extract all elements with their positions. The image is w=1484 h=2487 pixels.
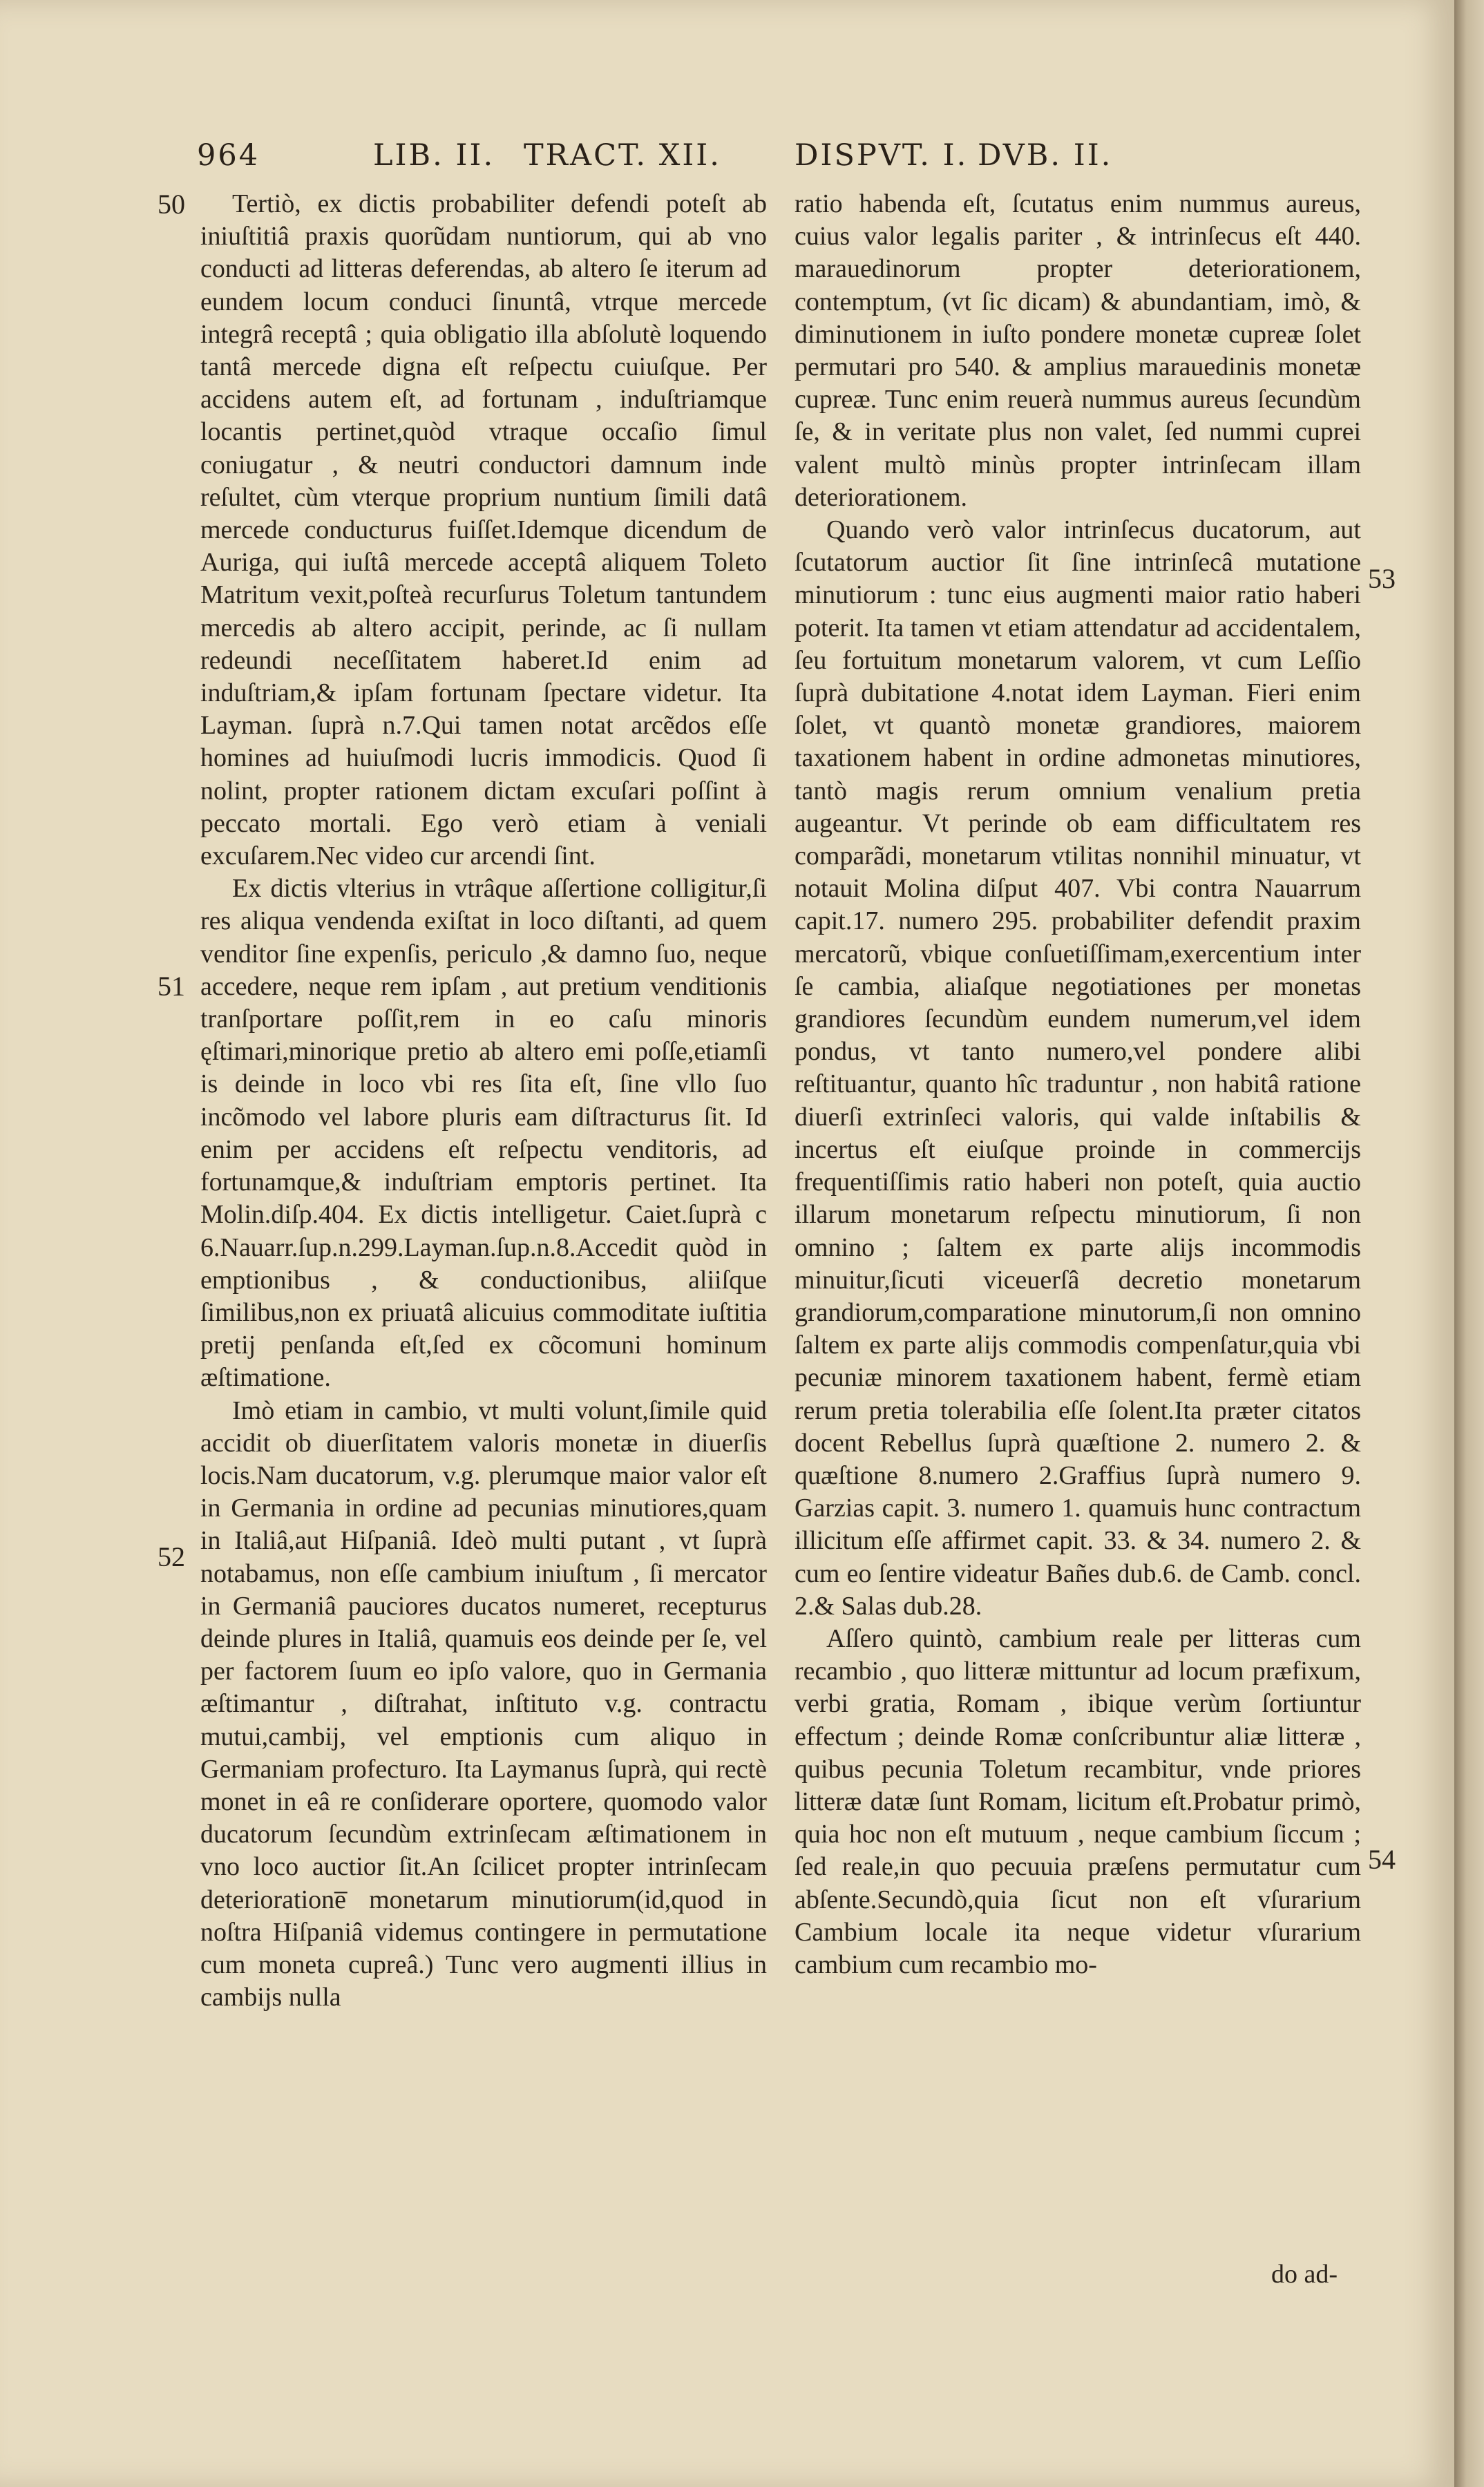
paragraph-52: Imò etiam in cambio, vt multi volunt,ſimile quid accidit ob diuerſitatem valoris monetæ in diuerſis locis.Nam ducatorum, v.g. plerumque maior valor eſt in Germania in ordine ad pecunias minutiores,quam in Italiâ,aut Hiſpaniâ. Ideò multi putant , vt ſuprà notabamus, non eſſe cambium iniuſtum , ſi mercator in Germaniâ pauciores ducatos numeret, recepturus deinde plures in Italiâ, quamuis eos deinde per ſe, vel per factorem ſuum eo ipſo valore, quo in Germania æſtimantur , diſtrahat, inſtituto v.g. contractu mutui,cambij, vel emptionis cum aliquo in Germaniam profecturo. Ita Laymanus ſuprà, qui rectè monet in eâ re conſiderare oportere, quomodo valor ducatorum ſecundùm extrinſecam æſtimationem in vno loco auctior ſit.An ſcilicet propter intrinſecam deterioratione̅ monetarum minutiorum(id,quod in noſtra Hiſpaniâ videmus contingere in permutatione cum moneta cupreâ.) Tunc vero augmenti illius in cambijs nulla: [200, 1395, 767, 2012]
margin-number-52: 52: [158, 1541, 185, 1572]
header-lib: LIB. II.: [373, 138, 495, 173]
margin-number-50: 50: [158, 189, 185, 220]
page-number: 964: [197, 138, 260, 173]
catchword: do ad-: [1271, 2260, 1338, 2289]
page-edge: [1454, 0, 1484, 2487]
header-tract: TRACT. XII.: [524, 138, 721, 173]
paragraph-54: Aſſero quintò, cambium reale per litteras cum recambio , quo litteræ mittuntur ad locum præfixum, verbi gratia, Romam , ibique verùm ſortiuntur effectum ; deinde Romæ conſcribuntur aliæ litteræ , quibus pecunia Toletum recambitur, vnde priores litteræ datæ ſunt Romam, licitum eſt.Probatur primò, quia hoc non eſt mutuum , neque cambium ſiccum ; ſed reale,in quo pecuuia præſens permutatur cum abſente.Secundò,quia ſicut non eſt vſurarium Cambium locale ita neque videtur vſurarium cambium cum recambio mo-: [795, 1623, 1361, 1979]
running-header: [0, 138, 1454, 187]
left-column: [200, 188, 767, 2014]
header-dub: DVB. II.: [978, 138, 1113, 173]
paragraph-53: Quando verò valor intrinſecus ducatorum, aut ſcutatorum auctior ſit ſine intrinſecâ mutatione minutiorum : tunc eius augmenti maior ratio haberi poterit. Ita tamen vt etiam attendatur ad accidentalem, ſeu fortuitum monetarum valorem, vt cum Leſſio ſuprà dubitatione 4.notat idem Layman. Fieri enim ſolet, vt quantò monetæ grandiores, maiorem taxationem habent in ordine admonetas minutiores, tantò magis rerum omnium venalium pretia augeantur. Vt perinde ob eam difficultatem res comparãdi, monetarum vtilitas nonnihil minuatur, vt notauit Molina diſput 407. Vbi contra Nauarrum capit.17. numero 295. probabiliter defendit praxim mercatorũ, vbique conſuetiſſimam,exercentium inter ſe cambia, aliaſque negotiationes per monetas grandiores ſecundùm eundem numerum,vel idem pondus, vt tanto numero,vel pondere alibi reſtituantur, quanto hîc traduntur , non habitâ ratione diuerſi extrinſeci valoris, qui valde inſtabilis & incertus eſt eiuſque proinde in commercijs frequentiſſimis ratio haberi non poteſt, quia auctio illarum monetarum reſpectu minutiorum, ſi non omnino ; ſaltem ex parte alijs incommodis minuitur,ſicuti viceuerſâ decretio monetarum grandiorum,comparatione minutorum,ſi non omnino ſaltem ex parte alijs commodis compenſatur,quia vbi pecuniæ minorem taxationem habent, fermè etiam rerum pretia tolerabilia eſſe ſolent.Ita præter citatos docent Rebellus ſuprà quæſtione 2. numero 2. & quæſtione 8.numero 2.Graffius ſuprà numero 9. Garzias capit. 3. numero 1. quamuis hunc contractum illicitum eſſe affirmet capit. 33. & 34. numero 2. & cum eo ſentire videatur Bañes dub.6. de Camb. concl. 2.& Salas dub.28.: [795, 515, 1361, 1621]
paragraph-51: Ex dictis vlterius in vtrâque aſſertione colligitur,ſi res aliqua vendenda exiſtat in loco diſtanti, ad quem venditor ſine expenſis, periculo ,& damno ſuo, neque accedere, neque rem ipſam , aut pretium venditionis tranſportare poſſit,rem in eo caſu minoris ęſtimari,minorique pretio ab altero emi poſſe,etiamſi is deinde in loco vbi res ſita eſt, ſine vllo ſuo incõmodo vel labore pluris eam diſtracturus ſit. Id enim per accidens eſt reſpectu venditoris, ad fortunamque,& induſtriam emptoris pertinet. Ita Molin.diſp.404. Ex dictis intelligetur. Caiet.ſuprà c 6.Nauarr.ſup.n.299.Layman.ſup.n.8.Accedit quòd in emptionibus , & conductionibus, aliiſque ſimilibus,non ex priuatâ alicuius commoditate iuſtitia pretij penſanda eſt,ſed ex cõcomuni hominum æſtimatione.: [200, 874, 767, 1393]
margin-number-53: 53: [1368, 563, 1396, 594]
margin-number-54: 54: [1368, 1844, 1396, 1875]
paragraph-50: Tertiò, ex dictis probabiliter defendi poteſt ab iniuſtitiâ praxis quorũdam nuntiorum, qui ab vno conducti ad litteras deferendas, ab altero ſe iterum ad eundem locum conduci ſinuntâ, vtrque mercede integrâ receptâ ; quia obligatio illa abſolutè loquendo tantâ mercede digna eſt reſpectu cuiuſque. Per accidens autem eſt, ad fortunam , induſtriamque locantis pertinet,quòd vtraque occaſio ſimul coniugatur , & neutri conductori damnum inde reſultet, cùm vterque proprium nuntium ſimili datâ mercede conducturus fuiſſet.Idemque dicendum de Auriga, qui iuſtâ mercede acceptâ aliquem Toleto Matritum vexit,poſteà recurſurus Toletum tantundem mercedis ab altero accipit, perinde, ac ſi nullam redeundi neceſſitatem haberet.Id enim ad induſtriam,& ipſam fortunam ſpectare videtur. Ita Layman. ſuprà n.7.Qui tamen notat arcẽdos eſſe homines ad huiuſmodi lucris immodicis. Quod ſi nolint, propter rationem dictam excuſari poſſint à peccato mortali. Ego verò etiam à veniali excuſarem.Nec video cur arcendi ſint.: [200, 189, 767, 871]
right-column: [795, 188, 1361, 1981]
margin-number-51: 51: [158, 971, 185, 1002]
paragraph-52-continued: ratio habenda eſt, ſcutatus enim nummus aureus, cuius valor legalis pariter , & intrinſecus eſt 440. marauedinorum propter deteriorationem, contemptum, (vt ſic dicam) & abundantiam, imò, & diminutionem in iuſto pondere monetæ cupreæ ſolet permutari pro 540. & amplius marauedinis monetæ cupreæ. Tunc enim reuerà nummus aureus ſecundùm ſe, & in veritate plus non valet, ſed nummi cuprei valent multò minùs propter intrinſecam illam deteriorationem.: [795, 189, 1361, 512]
header-disput: DISPVT. I.: [795, 138, 969, 173]
